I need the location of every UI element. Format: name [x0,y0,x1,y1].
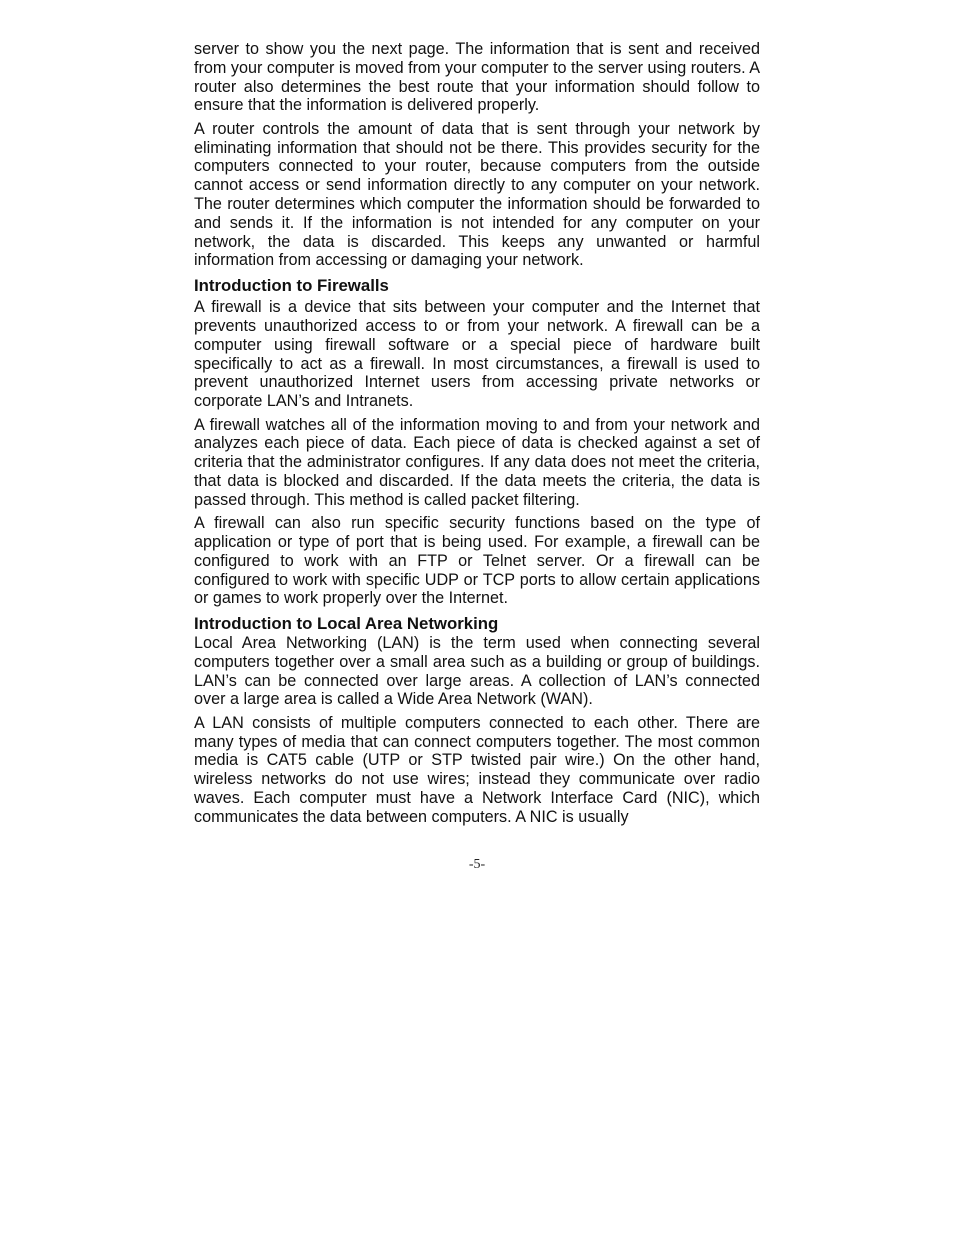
page-number: -5- [468,857,486,872]
paragraph-router-routes: server to show you the next page. The information that is sent and received from your computer is moved from your computer to the server using routers. A router also determines the best route that your information should follow to ensure that the information is delivered properly. [194,40,760,115]
heading-lan: Introduction to Local Area Networking [194,614,499,634]
paragraph-lan-media: A LAN consists of multiple computers connected to each other. There are many types of media that can connect computers together. The most common media is CAT5 cable (UTP or STP twisted pair wire.) On the other hand, wireless networks do not use wires; instead they communicate over radio waves. Each computer must have a Network Interface Card (NIC), which communicates the data between computers. A NIC is usually [194,713,760,826]
paragraph-lan-definition: Local Area Networking (LAN) is the term used when connecting several computers together over a small area such as a building or group of buildings. LAN’s can be connected over large areas. A collection of LAN’s connected over a large area is called a Wide Area Network (WAN). [194,634,760,709]
heading-firewalls: Introduction to Firewalls [194,276,389,296]
paragraph-firewall-definition: A firewall is a device that sits between your computer and the Internet that prevents unauthorized access to or from your network. A firewall can be a computer using firewall software or a special piece of hardware built specifically to act as a firewall. In most circumstances, a firewall is used to prevent unauthorized Internet users from accessing private networks or corporate LAN’s and Intranets. [194,298,760,411]
paragraph-firewall-functions: A firewall can also run specific security functions based on the type of application or type of port that is being used. For example, a firewall can be configured to work with an FTP or Telnet server. Or a firewall can be configured to work with specific UDP or TCP ports to allow certain applications or games to work properly over the Internet. [194,514,760,608]
document-page [194,40,760,831]
paragraph-router-security: A router controls the amount of data that is sent through your network by eliminating information that should not be there. This provides security for the computers connected to your router, because computers from the outside cannot access or send information directly to any computer on your network. The router determines which computer the information should be forwarded to and sends it. If the information is not intended for any computer on your network, the data is discarded. This keeps any unwanted or harmful information from accessing or damaging your network. [194,119,760,270]
paragraph-packet-filtering: A firewall watches all of the information moving to and from your network and analyzes each piece of data. Each piece of data is checked against a set of criteria that the administrator configures. If any data does not meet the criteria, that data is blocked and discarded. If the data meets the criteria, the data is passed through. This method is called packet filtering. [194,415,760,509]
